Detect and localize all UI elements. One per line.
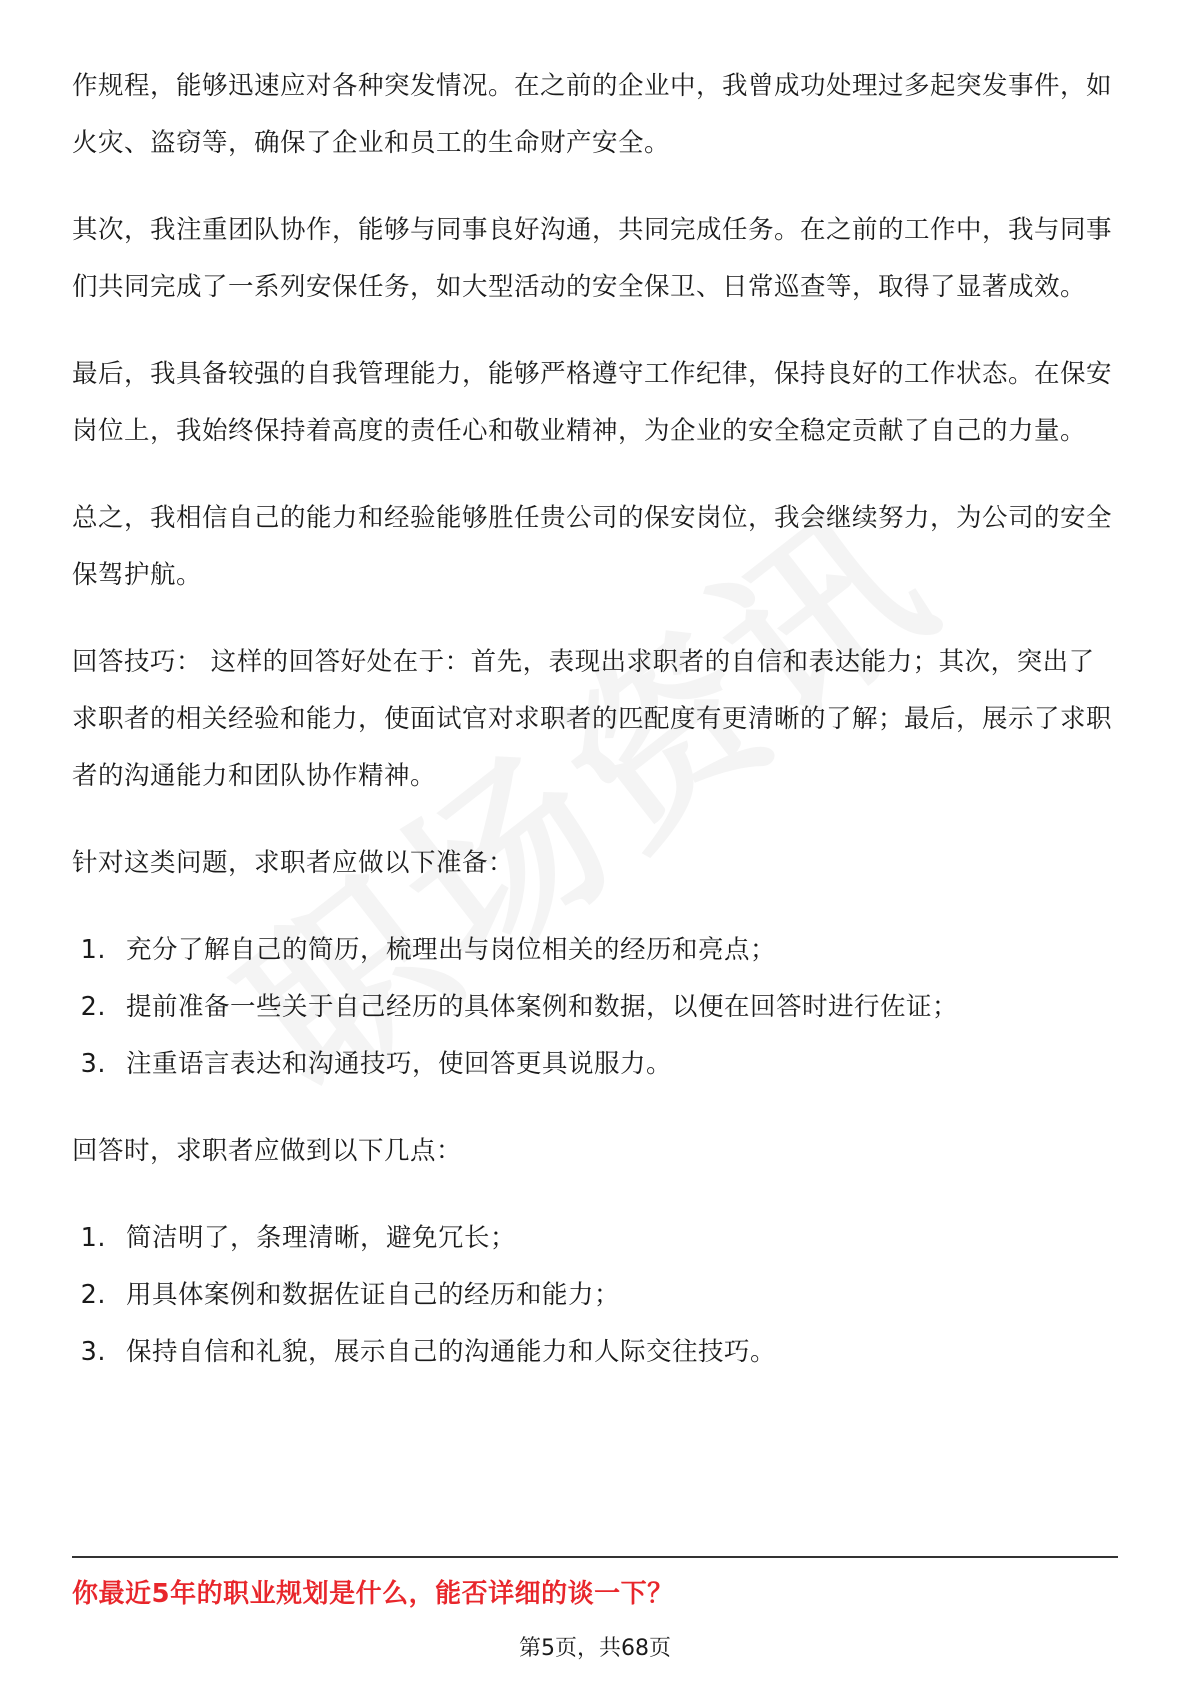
list-number: 2. — [80, 1280, 106, 1310]
paragraph: 总之，我相信自己的能力和经验能够胜任贵公司的保安岗位，我会继续努力，为公司的安全保驾护航。 — [72, 503, 1113, 590]
list-item — [72, 922, 1118, 979]
list-number: 1. — [80, 1223, 106, 1253]
list-item — [72, 1210, 1118, 1267]
paragraph: 作规程，能够迅速应对各种突发情况。在之前的企业中，我曾成功处理过多起突发事件，如火灾、盗窃等，确保了企业和员工的生命财产安全。 — [72, 71, 1113, 158]
list-text: 简洁明了，条理清晰，避免冗长； — [126, 1223, 517, 1253]
next-question-heading: 你最近5年的职业规划是什么，能否详细的谈一下？ — [72, 1579, 674, 1609]
list-item — [72, 1267, 1118, 1324]
list-number: 1. — [80, 935, 106, 965]
list-number: 3. — [80, 1049, 106, 1079]
paragraph: 回答时，求职者应做到以下几点： — [72, 1136, 463, 1166]
page-number: 第5页，共68页 — [519, 1636, 671, 1661]
list-text: 充分了解自己的简历，梳理出与岗位相关的经历和亮点； — [126, 935, 777, 965]
list-item — [72, 1036, 1118, 1093]
prep-list — [72, 922, 1118, 1093]
list-item — [72, 1324, 1118, 1381]
list-text: 注重语言表达和沟通技巧，使回答更具说服力。 — [126, 1049, 673, 1079]
paragraph: 针对这类问题，求职者应做以下准备： — [72, 848, 515, 878]
paragraph: 最后，我具备较强的自我管理能力，能够严格遵守工作纪律，保持良好的工作状态。在保安岗位上，我始终保持着高度的责任心和敬业精神，为企业的安全稳定贡献了自己的力量。 — [72, 359, 1113, 446]
list-number: 3. — [80, 1337, 106, 1367]
list-text: 提前准备一些关于自己经历的具体案例和数据，以便在回答时进行佐证； — [126, 992, 959, 1022]
list-number: 2. — [80, 992, 106, 1022]
list-text: 用具体案例和数据佐证自己的经历和能力； — [126, 1280, 621, 1310]
document-body — [72, 58, 1118, 1411]
list-text: 保持自信和礼貌，展示自己的沟通能力和人际交往技巧。 — [126, 1337, 777, 1367]
list-item — [72, 979, 1118, 1036]
paragraph: 回答技巧： 这样的回答好处在于：首先，表现出求职者的自信和表达能力；其次，突出了求职者的相关经验和能力，使面试官对求职者的匹配度有更清晰的了解；最后，展示了求职者的沟通能力和团队协作精神。 — [72, 647, 1113, 791]
paragraph: 其次，我注重团队协作，能够与同事良好沟通，共同完成任务。在之前的工作中，我与同事们共同完成了一系列安保任务，如大型活动的安全保卫、日常巡查等，取得了显著成效。 — [72, 215, 1113, 302]
divider — [72, 1556, 1118, 1558]
answer-list — [72, 1210, 1118, 1381]
